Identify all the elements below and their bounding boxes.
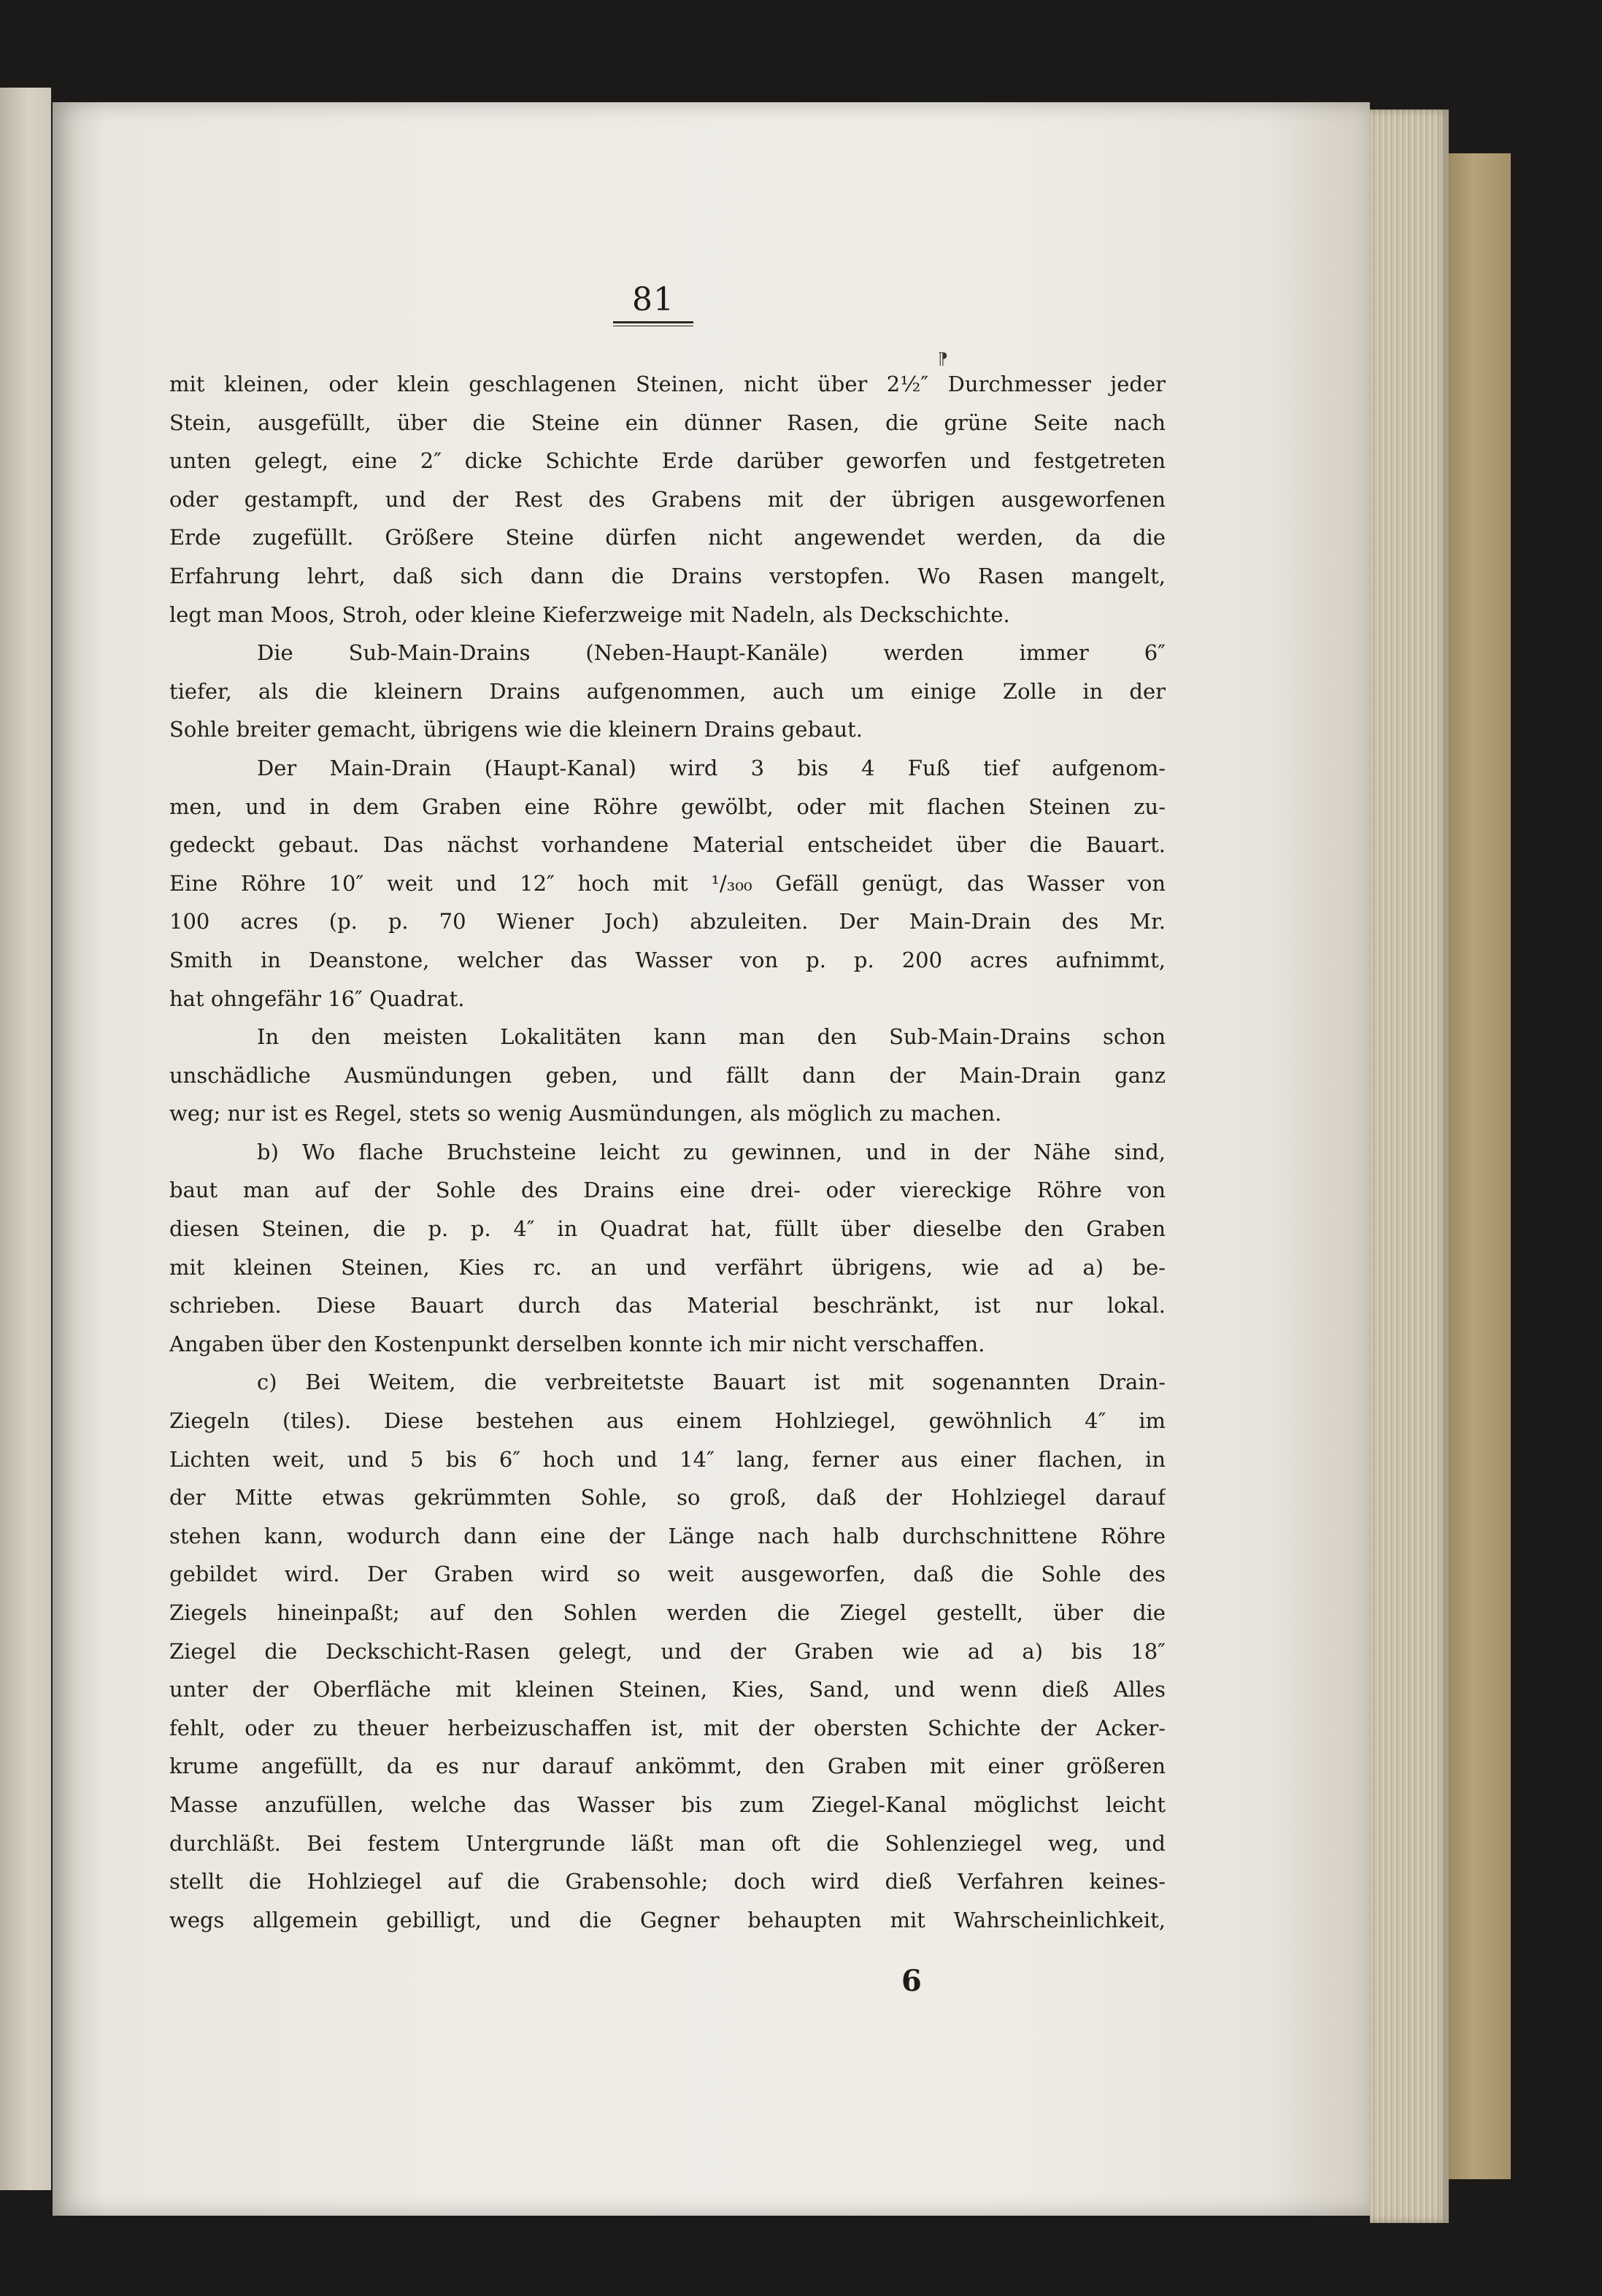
text-line: fehlt, oder zu theuer herbeizuschaffen ist, mit der obersten Schichte der Acker- xyxy=(169,1715,1166,1740)
body-text xyxy=(169,365,1166,1939)
text-line: c) Bei Weitem, die verbreitetste Bauart ist mit sogenannten Drain- xyxy=(257,1370,1166,1395)
text-line: stehen kann, wodurch dann eine der Länge nach halb durchschnittene Röhre xyxy=(169,1523,1166,1548)
text-line: Erfahrung lehrt, daß sich dann die Drains verstopfen. Wo Rasen mangelt, xyxy=(169,563,1166,588)
text-line: Smith in Deanstone, welcher das Wasser von p. p. 200 acres aufnimmt, xyxy=(169,947,1166,972)
text-line: unten gelegt, eine 2″ dicke Schichte Erde darüber geworfen und festgetreten xyxy=(169,448,1166,474)
text-line: durchläßt. Bei festem Untergrunde läßt man oft die Sohlenziegel weg, und xyxy=(169,1830,1166,1856)
page-header xyxy=(613,281,693,326)
text-line: legt man Moos, Stroh, oder kleine Kieferzweige mit Nadeln, als Deckschichte. xyxy=(169,602,1010,627)
ornament-mark: ⁋ xyxy=(938,350,948,369)
text-line: baut man auf der Sohle des Drains eine drei- oder viereckige Röhre von xyxy=(169,1178,1166,1203)
text-line: mit kleinen Steinen, Kies rc. an und verfährt übrigens, wie ad a) be- xyxy=(169,1254,1166,1280)
text-line: gedeckt gebaut. Das nächst vorhandene Material entscheidet über die Bauart. xyxy=(169,832,1166,858)
signature-mark: 6 xyxy=(901,1964,922,1998)
text-line: Masse anzufüllen, welche das Wasser bis zum Ziegel-Kanal möglichst leicht xyxy=(169,1792,1166,1817)
text-line: tiefer, als die kleinern Drains aufgenommen, auch um einige Zolle in der xyxy=(169,678,1166,704)
text-line: gebildet wird. Der Graben wird so weit ausgeworfen, daß die Sohle des xyxy=(169,1562,1166,1587)
text-line: Stein, ausgefüllt, über die Steine ein dünner Rasen, die grüne Seite nach xyxy=(169,410,1166,435)
text-line: b) Wo flache Bruchsteine leicht zu gewinnen, und in der Nähe sind, xyxy=(257,1139,1166,1164)
text-line: krume angefüllt, da es nur darauf ankömmt, den Graben mit einer größeren xyxy=(169,1754,1166,1779)
text-line: stellt die Hohlziegel auf die Grabensohle; doch wird dieß Verfahren keines- xyxy=(169,1869,1166,1894)
left-page-edge xyxy=(0,88,51,2190)
text-line: unter der Oberfläche mit kleinen Steinen, Kies, Sand, und wenn dieß Alles xyxy=(169,1677,1166,1702)
text-line: wegs allgemein gebilligt, und die Gegner behaupten mit Wahrscheinlichkeit, xyxy=(169,1907,1166,1932)
text-line: diesen Steinen, die p. p. 4″ in Quadrat hat, füllt über dieselbe den Graben xyxy=(169,1216,1166,1242)
text-line: Lichten weit, und 5 bis 6″ hoch und 14″ lang, ferner aus einer flachen, in xyxy=(169,1446,1166,1472)
text-line: mit kleinen, oder klein geschlagenen Steinen, nicht über 2½″ Durchmesser jeder xyxy=(169,372,1166,396)
text-line: Sohle breiter gemacht, übrigens wie die kleinern Drains gebaut. xyxy=(169,717,863,742)
text-line: In den meisten Lokalitäten kann man den Sub-Main-Drains schon xyxy=(257,1024,1166,1050)
text-line: Ziegel die Deckschicht-Rasen gelegt, und der Graben wie ad a) bis 18″ xyxy=(169,1638,1166,1664)
header-rule xyxy=(613,321,693,326)
text-line: Ziegels hineinpaßt; auf den Sohlen werden die Ziegel gestellt, über die xyxy=(169,1600,1166,1625)
text-line: Angaben über den Kostenpunkt derselben konnte ich mir nicht verschaffen. xyxy=(169,1331,985,1356)
text-line: oder gestampft, und der Rest des Grabens mit der übrigen ausgeworfenen xyxy=(169,486,1166,512)
text-line: hat ohngefähr 16″ Quadrat. xyxy=(169,986,465,1011)
page-number: 81 xyxy=(632,281,674,318)
text-line: Erde zugefüllt. Größere Steine dürfen nicht angewendet werden, da die xyxy=(169,525,1166,550)
text-line: Der Main-Drain (Haupt-Kanal) wird 3 bis 4 Fuß tief aufgenom- xyxy=(257,755,1166,780)
text-line: Eine Röhre 10″ weit und 12″ hoch mit ¹/₃₀₀ Gefäll genügt, das Wasser von xyxy=(169,870,1166,896)
text-line: 100 acres (p. p. 70 Wiener Joch) abzuleiten. Der Main-Drain des Mr. xyxy=(169,909,1166,934)
book-cover-edge xyxy=(1449,153,1511,2179)
text-line: unschädliche Ausmündungen geben, und fällt dann der Main-Drain ganz xyxy=(169,1062,1166,1088)
text-line: men, und in dem Graben eine Röhre gewölbt, oder mit flachen Steinen zu- xyxy=(169,794,1166,819)
text-line: Ziegeln (tiles). Diese bestehen aus einem Hohlziegel, gewöhnlich 4″ im xyxy=(169,1408,1166,1434)
text-line: schrieben. Diese Bauart durch das Material beschränkt, ist nur lokal. xyxy=(169,1293,1166,1318)
text-line: der Mitte etwas gekrümmten Sohle, so groß, daß der Hohlziegel darauf xyxy=(169,1485,1166,1510)
text-line: Die Sub-Main-Drains (Neben-Haupt-Kanäle) werden immer 6″ xyxy=(257,640,1166,666)
text-line: weg; nur ist es Regel, stets so wenig Ausmündungen, als möglich zu machen. xyxy=(169,1101,1002,1126)
page-stack-edges xyxy=(1370,110,1449,2223)
